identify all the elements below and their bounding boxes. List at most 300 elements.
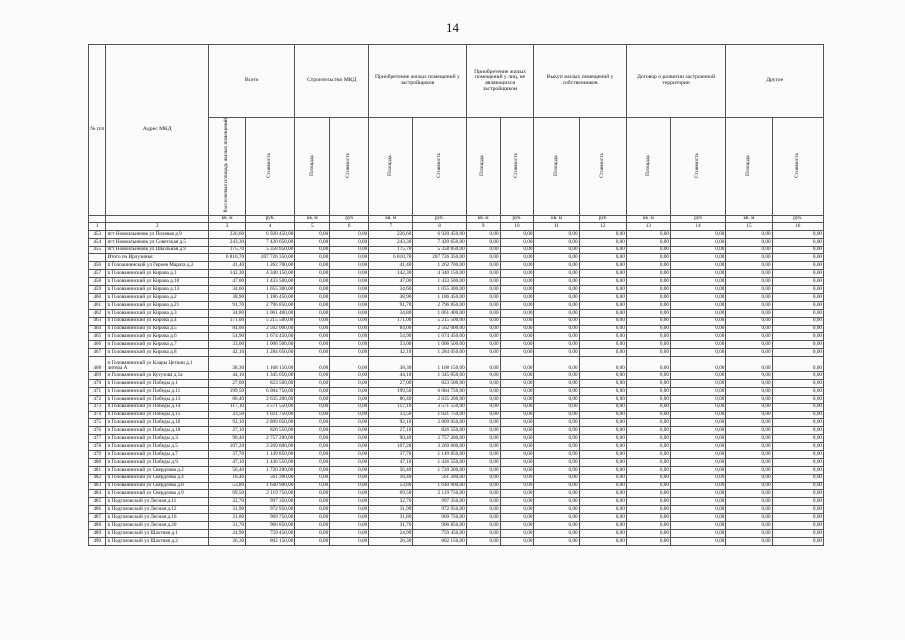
zero-value: 0,00 bbox=[772, 262, 823, 270]
zero-value: 0,00 bbox=[500, 474, 534, 482]
zero-value: 0,00 bbox=[579, 230, 626, 238]
table-row bbox=[89, 474, 824, 482]
zero-value: 0,00 bbox=[772, 427, 823, 435]
total-area: 84,00 bbox=[209, 325, 246, 333]
developer-area: 175,70 bbox=[369, 246, 413, 254]
row-number: 468 bbox=[89, 357, 106, 372]
zero-value: 0,00 bbox=[466, 450, 500, 458]
zero-value: 0,00 bbox=[670, 317, 725, 325]
zero-value: 0,00 bbox=[579, 466, 626, 474]
zero-value: 0,00 bbox=[772, 411, 823, 419]
total-area: 226,60 bbox=[209, 230, 246, 238]
construction-area: 0,00 bbox=[295, 411, 330, 419]
zero-value: 0,00 bbox=[726, 301, 772, 309]
zero-value: 0,00 bbox=[500, 357, 534, 372]
construction-area: 0,00 bbox=[295, 498, 330, 506]
zero-value: 0,00 bbox=[466, 490, 500, 498]
zero-value: 0,00 bbox=[670, 372, 725, 380]
construction-cost: 0,00 bbox=[330, 435, 369, 443]
zero-value: 0,00 bbox=[466, 357, 500, 372]
construction-area: 0,00 bbox=[295, 293, 330, 301]
table-row bbox=[89, 309, 824, 317]
zero-value: 0,00 bbox=[534, 474, 579, 482]
zero-value: 0,00 bbox=[534, 372, 579, 380]
zero-value: 0,00 bbox=[772, 309, 823, 317]
construction-cost: 0,00 bbox=[330, 443, 369, 451]
unit-label: руб bbox=[579, 215, 626, 223]
unit-label: кв. м bbox=[369, 215, 413, 223]
developer-area: 53,80 bbox=[369, 482, 413, 490]
zero-value: 0,00 bbox=[726, 349, 772, 357]
developer-area: 37,70 bbox=[369, 450, 413, 458]
total-area: 34,80 bbox=[209, 309, 246, 317]
developer-cost: 1 149 850,00 bbox=[413, 450, 466, 458]
total-area: 86,40 bbox=[209, 395, 246, 403]
header-sub-cell bbox=[246, 118, 295, 216]
zero-value: 0,00 bbox=[626, 341, 670, 349]
construction-cost: 0,00 bbox=[330, 246, 369, 254]
table-row bbox=[89, 349, 824, 357]
header-sub-cell bbox=[413, 118, 466, 216]
developer-cost: 1 262 700,00 bbox=[413, 262, 466, 270]
zero-value: 0,00 bbox=[579, 341, 626, 349]
zero-value: 0,00 bbox=[500, 427, 534, 435]
developer-cost: 5 358 850,00 bbox=[413, 246, 466, 254]
zero-value: 0,00 bbox=[579, 537, 626, 545]
zero-value: 0,00 bbox=[500, 278, 534, 286]
total-cost: 1 433 500,00 bbox=[246, 278, 295, 286]
developer-area: 92,10 bbox=[369, 419, 413, 427]
zero-value: 0,00 bbox=[772, 466, 823, 474]
resettlement-table bbox=[88, 44, 824, 546]
developer-area: 31,80 bbox=[369, 514, 413, 522]
construction-area: 0,00 bbox=[295, 419, 330, 427]
row-number: 457 bbox=[89, 270, 106, 278]
construction-cost: 0,00 bbox=[330, 254, 369, 262]
construction-cost: 0,00 bbox=[330, 230, 369, 238]
zero-value: 0,00 bbox=[466, 230, 500, 238]
zero-value: 0,00 bbox=[466, 403, 500, 411]
row-address: п Подгаловский ул Лесная д.20 bbox=[106, 521, 209, 529]
zero-value: 0,00 bbox=[772, 506, 823, 514]
total-cost: 759 450,00 bbox=[246, 529, 295, 537]
construction-area: 0,00 bbox=[295, 482, 330, 490]
zero-value: 0,00 bbox=[534, 357, 579, 372]
developer-area: 90,40 bbox=[369, 435, 413, 443]
row-address: п Голованинский ул Кирова д.21 bbox=[106, 301, 209, 309]
construction-area: 0,00 bbox=[295, 372, 330, 380]
row-address: пгт Новоильиновк ул Полевая д.9 bbox=[106, 230, 209, 238]
developer-area: 38,30 bbox=[369, 357, 413, 372]
header-group: Строительство МКД bbox=[295, 45, 369, 118]
developer-area: 243,30 bbox=[369, 238, 413, 246]
developer-area: 56,40 bbox=[369, 466, 413, 474]
row-address: п Подгаловский ул Лесная д.11 bbox=[106, 498, 209, 506]
zero-value: 0,00 bbox=[579, 411, 626, 419]
total-cost: 2 562 000,00 bbox=[246, 325, 295, 333]
total-cost: 1 720 200,00 bbox=[246, 466, 295, 474]
zero-value: 0,00 bbox=[626, 395, 670, 403]
construction-area: 0,00 bbox=[295, 379, 330, 387]
construction-cost: 0,00 bbox=[330, 379, 369, 387]
row-address: п Голованинский ул Победы д.5 bbox=[106, 443, 209, 451]
zero-value: 0,00 bbox=[500, 419, 534, 427]
unit-label: руб. bbox=[413, 215, 466, 223]
column-number: 13 bbox=[626, 223, 670, 231]
zero-value: 0,00 bbox=[534, 450, 579, 458]
zero-value: 0,00 bbox=[626, 238, 670, 246]
total-area: 47,10 bbox=[209, 458, 246, 466]
table-row bbox=[89, 514, 824, 522]
zero-value: 0,00 bbox=[500, 514, 534, 522]
table-row bbox=[89, 230, 824, 238]
row-address: п Голованинский ул Кирова д.6 bbox=[106, 333, 209, 341]
table-row bbox=[89, 293, 824, 301]
zero-value: 0,00 bbox=[726, 450, 772, 458]
total-cost: 1 262 700,00 bbox=[246, 262, 295, 270]
table-row bbox=[89, 301, 824, 309]
zero-value: 0,00 bbox=[670, 238, 725, 246]
zero-value: 0,00 bbox=[670, 466, 725, 474]
zero-value: 0,00 bbox=[579, 349, 626, 357]
construction-cost: 0,00 bbox=[330, 506, 369, 514]
construction-area: 0,00 bbox=[295, 506, 330, 514]
zero-value: 0,00 bbox=[534, 333, 579, 341]
row-address: п Подгаловский ул Шахтная д.2 bbox=[106, 537, 209, 545]
zero-value: 0,00 bbox=[670, 309, 725, 317]
total-area: 32,70 bbox=[209, 498, 246, 506]
header-group: Договор о развитии застроенной территории bbox=[626, 45, 726, 118]
zero-value: 0,00 bbox=[670, 301, 725, 309]
zero-value: 0,00 bbox=[626, 254, 670, 262]
header-sub-cell bbox=[466, 118, 500, 216]
total-cost: 4 340 150,00 bbox=[246, 270, 295, 278]
zero-value: 0,00 bbox=[466, 317, 500, 325]
zero-value: 0,00 bbox=[466, 482, 500, 490]
zero-value: 0,00 bbox=[466, 395, 500, 403]
construction-cost: 0,00 bbox=[330, 403, 369, 411]
zero-value: 0,00 bbox=[534, 419, 579, 427]
construction-area: 0,00 bbox=[295, 521, 330, 529]
row-number: 466 bbox=[89, 341, 106, 349]
zero-value: 0,00 bbox=[534, 490, 579, 498]
zero-value: 0,00 bbox=[579, 443, 626, 451]
construction-area: 0,00 bbox=[295, 246, 330, 254]
column-number: 3 bbox=[209, 223, 246, 231]
construction-area: 0,00 bbox=[295, 458, 330, 466]
table-row bbox=[89, 435, 824, 443]
zero-value: 0,00 bbox=[466, 379, 500, 387]
zero-value: 0,00 bbox=[772, 443, 823, 451]
developer-cost: 1 640 900,00 bbox=[413, 482, 466, 490]
zero-value: 0,00 bbox=[670, 286, 725, 294]
construction-cost: 0,00 bbox=[330, 474, 369, 482]
total-area: 41,40 bbox=[209, 262, 246, 270]
developer-cost: 2 562 000,00 bbox=[413, 325, 466, 333]
column-number: 6 bbox=[330, 223, 369, 231]
developer-area: 41,40 bbox=[369, 262, 413, 270]
total-cost: 1 061 400,00 bbox=[246, 309, 295, 317]
total-cost: 1 168 150,00 bbox=[246, 357, 295, 372]
table-row bbox=[89, 278, 824, 286]
zero-value: 0,00 bbox=[534, 293, 579, 301]
construction-area: 0,00 bbox=[295, 309, 330, 317]
zero-value: 0,00 bbox=[500, 537, 534, 545]
construction-area: 0,00 bbox=[295, 490, 330, 498]
total-area: 31,90 bbox=[209, 506, 246, 514]
zero-value: 0,00 bbox=[626, 466, 670, 474]
developer-area: 27,10 bbox=[369, 427, 413, 435]
zero-value: 0,00 bbox=[466, 293, 500, 301]
row-number: 462 bbox=[89, 309, 106, 317]
header-sub-label: Площадь bbox=[479, 154, 486, 176]
zero-value: 0,00 bbox=[626, 435, 670, 443]
construction-cost: 0,00 bbox=[330, 325, 369, 333]
zero-value: 0,00 bbox=[726, 238, 772, 246]
developer-cost: 7 420 650,00 bbox=[413, 238, 466, 246]
construction-cost: 0,00 bbox=[330, 278, 369, 286]
header-num: № п/п bbox=[89, 45, 106, 216]
zero-value: 0,00 bbox=[772, 357, 823, 372]
row-address: п Голованинский ул Кирова д.5 bbox=[106, 325, 209, 333]
row-number: 484 bbox=[89, 490, 106, 498]
zero-value: 0,00 bbox=[670, 270, 725, 278]
zero-value: 0,00 bbox=[772, 403, 823, 411]
total-area: 117,10 bbox=[209, 403, 246, 411]
total-area: 90,40 bbox=[209, 435, 246, 443]
zero-value: 0,00 bbox=[466, 325, 500, 333]
table-row bbox=[89, 395, 824, 403]
total-area: 42,10 bbox=[209, 349, 246, 357]
units-empty bbox=[89, 215, 106, 223]
total-cost: 826 550,00 bbox=[246, 427, 295, 435]
zero-value: 0,00 bbox=[466, 262, 500, 270]
total-cost: 7 420 650,00 bbox=[246, 238, 295, 246]
zero-value: 0,00 bbox=[500, 411, 534, 419]
construction-area: 0,00 bbox=[295, 474, 330, 482]
table-row bbox=[89, 254, 824, 262]
table-row bbox=[89, 411, 824, 419]
zero-value: 0,00 bbox=[626, 357, 670, 372]
zero-value: 0,00 bbox=[534, 301, 579, 309]
row-number: 467 bbox=[89, 349, 106, 357]
zero-value: 0,00 bbox=[626, 490, 670, 498]
zero-value: 0,00 bbox=[772, 254, 823, 262]
zero-value: 0,00 bbox=[534, 498, 579, 506]
developer-cost: 207 726 350,00 bbox=[413, 254, 466, 262]
row-number: 459 bbox=[89, 286, 106, 294]
table-row bbox=[89, 325, 824, 333]
zero-value: 0,00 bbox=[626, 506, 670, 514]
zero-value: 0,00 bbox=[726, 262, 772, 270]
row-number: 473 bbox=[89, 403, 106, 411]
zero-value: 0,00 bbox=[772, 333, 823, 341]
zero-value: 0,00 bbox=[579, 521, 626, 529]
row-number: 489 bbox=[89, 529, 106, 537]
construction-area: 0,00 bbox=[295, 349, 330, 357]
zero-value: 0,00 bbox=[579, 490, 626, 498]
total-area: 142,30 bbox=[209, 270, 246, 278]
developer-area: 26,30 bbox=[369, 537, 413, 545]
zero-value: 0,00 bbox=[726, 395, 772, 403]
zero-value: 0,00 bbox=[670, 482, 725, 490]
zero-value: 0,00 bbox=[500, 262, 534, 270]
zero-value: 0,00 bbox=[579, 395, 626, 403]
table-row bbox=[89, 372, 824, 380]
total-cost: 3 571 550,00 bbox=[246, 403, 295, 411]
developer-cost: 1 186 450,00 bbox=[413, 293, 466, 301]
zero-value: 0,00 bbox=[626, 293, 670, 301]
zero-value: 0,00 bbox=[670, 278, 725, 286]
zero-value: 0,00 bbox=[626, 317, 670, 325]
developer-cost: 802 150,00 bbox=[413, 537, 466, 545]
unit-label: руб. bbox=[246, 215, 295, 223]
zero-value: 0,00 bbox=[500, 254, 534, 262]
zero-value: 0,00 bbox=[726, 521, 772, 529]
zero-value: 0,00 bbox=[726, 246, 772, 254]
unit-label: кв. м bbox=[626, 215, 670, 223]
zero-value: 0,00 bbox=[726, 458, 772, 466]
construction-area: 0,00 bbox=[295, 254, 330, 262]
header-sub-label: Стоимость bbox=[345, 152, 352, 178]
total-cost: 2 809 050,00 bbox=[246, 419, 295, 427]
table-row bbox=[89, 450, 824, 458]
construction-cost: 0,00 bbox=[330, 238, 369, 246]
zero-value: 0,00 bbox=[466, 521, 500, 529]
total-area: 33,00 bbox=[209, 341, 246, 349]
construction-cost: 0,00 bbox=[330, 514, 369, 522]
developer-cost: 1 168 150,00 bbox=[413, 357, 466, 372]
zero-value: 0,00 bbox=[579, 427, 626, 435]
total-area: 171,00 bbox=[209, 317, 246, 325]
zero-value: 0,00 bbox=[626, 230, 670, 238]
column-number: 9 bbox=[466, 223, 500, 231]
zero-value: 0,00 bbox=[726, 498, 772, 506]
unit-label: кв. м bbox=[534, 215, 579, 223]
zero-value: 0,00 bbox=[726, 357, 772, 372]
construction-area: 0,00 bbox=[295, 514, 330, 522]
developer-area: 24,90 bbox=[369, 529, 413, 537]
zero-value: 0,00 bbox=[726, 537, 772, 545]
zero-value: 0,00 bbox=[726, 506, 772, 514]
total-area: 47,00 bbox=[209, 278, 246, 286]
zero-value: 0,00 bbox=[466, 246, 500, 254]
zero-value: 0,00 bbox=[579, 529, 626, 537]
zero-value: 0,00 bbox=[726, 230, 772, 238]
zero-value: 0,00 bbox=[579, 270, 626, 278]
zero-value: 0,00 bbox=[772, 238, 823, 246]
unit-label: кв. м bbox=[466, 215, 500, 223]
construction-cost: 0,00 bbox=[330, 482, 369, 490]
table-row bbox=[89, 379, 824, 387]
construction-cost: 0,00 bbox=[330, 309, 369, 317]
unit-label: кв. м bbox=[295, 215, 330, 223]
zero-value: 0,00 bbox=[670, 357, 725, 372]
row-address: п Голованинский ул Победы д.14 bbox=[106, 403, 209, 411]
zero-value: 0,00 bbox=[466, 333, 500, 341]
zero-value: 0,00 bbox=[500, 230, 534, 238]
row-number: 474 bbox=[89, 411, 106, 419]
zero-value: 0,00 bbox=[772, 387, 823, 395]
construction-cost: 0,00 bbox=[330, 387, 369, 395]
row-address: п Голованинский ул Свердлова д.2 bbox=[106, 466, 209, 474]
header-sub-label: Площадь bbox=[644, 154, 651, 176]
developer-area: 38,90 bbox=[369, 293, 413, 301]
row-address: п Подгаловский ул Лесная д.16 bbox=[106, 514, 209, 522]
zero-value: 0,00 bbox=[534, 270, 579, 278]
total-area: 31,80 bbox=[209, 514, 246, 522]
header-group: Выкуп жилых помещений у собственников bbox=[534, 45, 626, 118]
table-row bbox=[89, 458, 824, 466]
table-row bbox=[89, 537, 824, 545]
zero-value: 0,00 bbox=[726, 325, 772, 333]
zero-value: 0,00 bbox=[626, 262, 670, 270]
header-sub-label: Стоимость bbox=[435, 152, 442, 178]
developer-cost: 969 750,00 bbox=[413, 514, 466, 522]
construction-area: 0,00 bbox=[295, 387, 330, 395]
construction-cost: 0,00 bbox=[330, 411, 369, 419]
column-number: 7 bbox=[369, 223, 413, 231]
header-sub-label: Стоимость bbox=[694, 152, 701, 178]
zero-value: 0,00 bbox=[500, 325, 534, 333]
total-area: 31,70 bbox=[209, 521, 246, 529]
zero-value: 0,00 bbox=[579, 357, 626, 372]
header-sub-cell bbox=[209, 118, 246, 216]
header-sub-cell bbox=[534, 118, 579, 216]
zero-value: 0,00 bbox=[500, 301, 534, 309]
construction-area: 0,00 bbox=[295, 395, 330, 403]
total-cost: 972 950,00 bbox=[246, 506, 295, 514]
zero-value: 0,00 bbox=[466, 341, 500, 349]
construction-area: 0,00 bbox=[295, 333, 330, 341]
zero-value: 0,00 bbox=[534, 254, 579, 262]
row-address: п Голованинский ул Кирова д.1 bbox=[106, 270, 209, 278]
zero-value: 0,00 bbox=[534, 411, 579, 419]
construction-cost: 0,00 bbox=[330, 262, 369, 270]
zero-value: 0,00 bbox=[726, 514, 772, 522]
zero-value: 0,00 bbox=[500, 387, 534, 395]
zero-value: 0,00 bbox=[500, 333, 534, 341]
total-cost: 966 850,00 bbox=[246, 521, 295, 529]
total-cost: 2 757 200,00 bbox=[246, 435, 295, 443]
developer-cost: 5 215 500,00 bbox=[413, 317, 466, 325]
zero-value: 0,00 bbox=[534, 349, 579, 357]
zero-value: 0,00 bbox=[579, 506, 626, 514]
zero-value: 0,00 bbox=[772, 230, 823, 238]
row-number: 488 bbox=[89, 521, 106, 529]
zero-value: 0,00 bbox=[626, 246, 670, 254]
zero-value: 0,00 bbox=[466, 301, 500, 309]
zero-value: 0,00 bbox=[500, 443, 534, 451]
zero-value: 0,00 bbox=[772, 301, 823, 309]
header-sub-label: Стоимость bbox=[598, 152, 605, 178]
zero-value: 0,00 bbox=[466, 435, 500, 443]
total-cost: 6 084 750,00 bbox=[246, 387, 295, 395]
zero-value: 0,00 bbox=[772, 521, 823, 529]
table-row bbox=[89, 357, 824, 372]
header-sub-label: Площадь bbox=[745, 154, 752, 176]
row-address: п Голованинский ул Кирова д.4 bbox=[106, 317, 209, 325]
zero-value: 0,00 bbox=[670, 427, 725, 435]
table-row bbox=[89, 270, 824, 278]
zero-value: 0,00 bbox=[670, 333, 725, 341]
construction-cost: 0,00 bbox=[330, 301, 369, 309]
developer-cost: 2 809 050,00 bbox=[413, 419, 466, 427]
developer-cost: 972 950,00 bbox=[413, 506, 466, 514]
row-number: 481 bbox=[89, 466, 106, 474]
zero-value: 0,00 bbox=[726, 293, 772, 301]
zero-value: 0,00 bbox=[670, 537, 725, 545]
